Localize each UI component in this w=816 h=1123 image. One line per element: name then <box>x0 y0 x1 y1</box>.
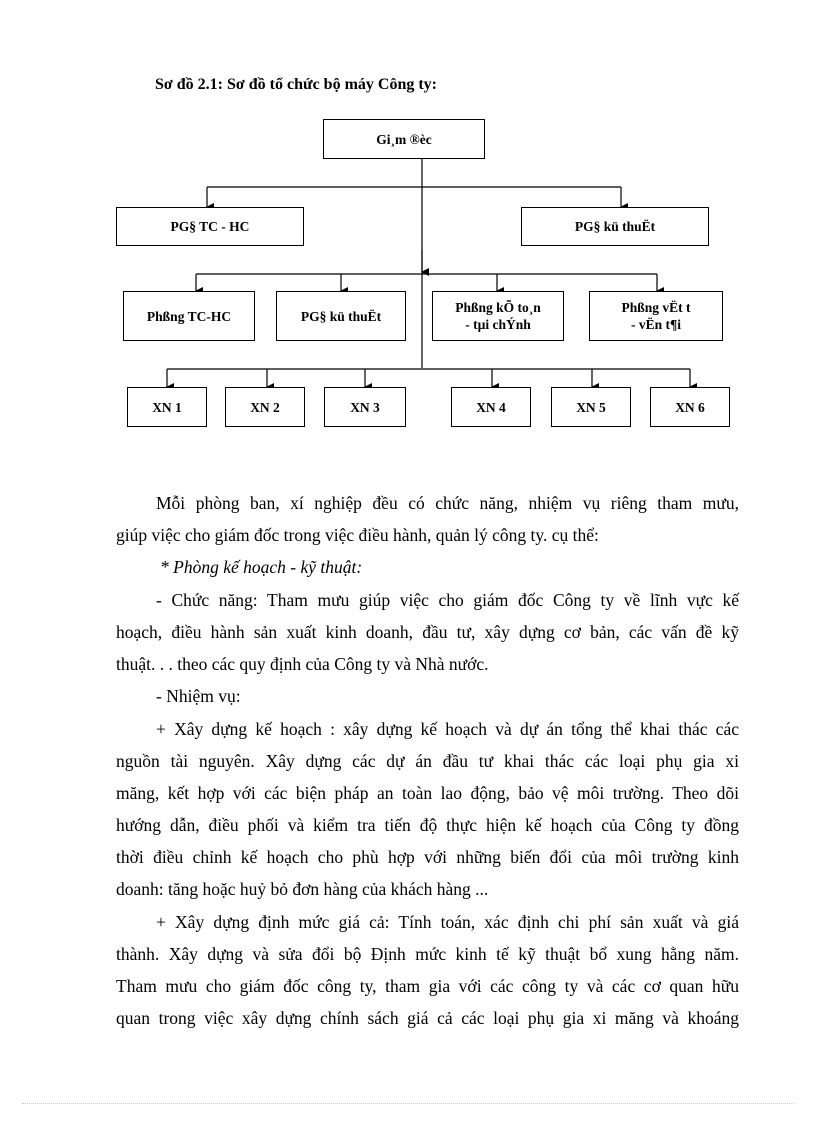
duties-label <box>156 680 736 712</box>
org-chart <box>0 0 816 440</box>
department-box-admin: Phßng TC-HC <box>123 291 255 341</box>
department-box-technical: PG§ kü thuËt <box>276 291 406 341</box>
enterprise-box-6: XN 6 <box>650 387 730 427</box>
enterprise-box-2: XN 2 <box>225 387 305 427</box>
paragraph-line: nguồn tài nguyên. Xây dựng các dự án đầu tư khai thác các loại phụ gia xi <box>116 751 739 771</box>
department-box-finance: Phßng kÕ to¸n - tµi chÝnh <box>432 291 564 341</box>
paragraph-line: giúp việc cho giám đốc trong việc điều hành, quản lý công ty. cụ thể: <box>116 525 599 545</box>
paragraph-line: măng, kết hợp với các biện pháp an toàn lao động, bảo vệ môi trường. Theo dõi <box>116 783 739 803</box>
paragraph-line: Tham mưu cho giám đốc công ty, tham gia với các công ty và các cơ quan hữu <box>116 976 739 996</box>
enterprise-box-4: XN 4 <box>451 387 531 427</box>
paragraph-line: - Chức năng: Tham mưu giúp việc cho giám đốc Công ty về lĩnh vực kế <box>156 590 739 610</box>
diagram-title: Sơ đồ 2.1: Sơ đồ tổ chức bộ máy Công ty: <box>155 76 438 93</box>
paragraph-line: Mỗi phòng ban, xí nghiệp đều có chức năng, nhiệm vụ riêng tham mưu, <box>156 493 739 513</box>
paragraph-function <box>116 584 739 680</box>
deputy-box-admin: PG§ TC - HC <box>116 207 304 246</box>
paragraph-line: hoạch, điều hành sản xuất kinh doanh, đầu tư, xây dựng cơ bản, các vấn đề kỹ <box>116 622 739 642</box>
duties-label-text: - Nhiệm vụ: <box>156 686 241 706</box>
department-box-logistics: Phßng vËt t - vËn t¶i <box>589 291 723 341</box>
paragraph-planning <box>116 713 739 905</box>
paragraph-line: thời điều chỉnh kế hoạch cho phù hợp với những biến đổi của môi trường kinh <box>116 847 739 867</box>
paragraph-line: hướng dẫn, điều phối và kiểm tra tiến độ thực hiện kế hoạch của Công ty đồng <box>116 815 739 835</box>
paragraph-line: + Xây dựng định mức giá cả: Tính toán, xác định chi phí sản xuất và giá <box>156 912 739 932</box>
paragraph-line: quan trong việc xây dựng chính sách giá cả các loại phụ gia xi măng và khoáng <box>116 1008 739 1028</box>
enterprise-box-3: XN 3 <box>324 387 406 427</box>
paragraph-pricing <box>116 906 739 1034</box>
paragraph-line: thuật. . . theo các quy định của Công ty và Nhà nước. <box>116 654 489 674</box>
section-heading-text: * Phòng kế hoạch - kỹ thuật: <box>160 557 363 577</box>
paragraph-line: thành. Xây dựng và sửa đổi bộ Định mức kinh tế kỹ thuật bổ xung hằng năm. <box>116 944 739 964</box>
paragraph-line: + Xây dựng kế hoạch : xây dựng kế hoạch và dự án tổng thể khai thác các <box>156 719 739 739</box>
director-box: Gi¸m ®èc <box>323 119 485 159</box>
enterprise-box-5: XN 5 <box>551 387 631 427</box>
page-footer-rule <box>22 1103 794 1104</box>
paragraph-line: doanh: tăng hoặc huỷ bỏ đơn hàng của khách hàng ... <box>116 879 489 899</box>
deputy-box-technical: PG§ kü thuËt <box>521 207 709 246</box>
paragraph-intro <box>116 487 739 551</box>
section-heading <box>160 551 740 583</box>
enterprise-box-1: XN 1 <box>127 387 207 427</box>
